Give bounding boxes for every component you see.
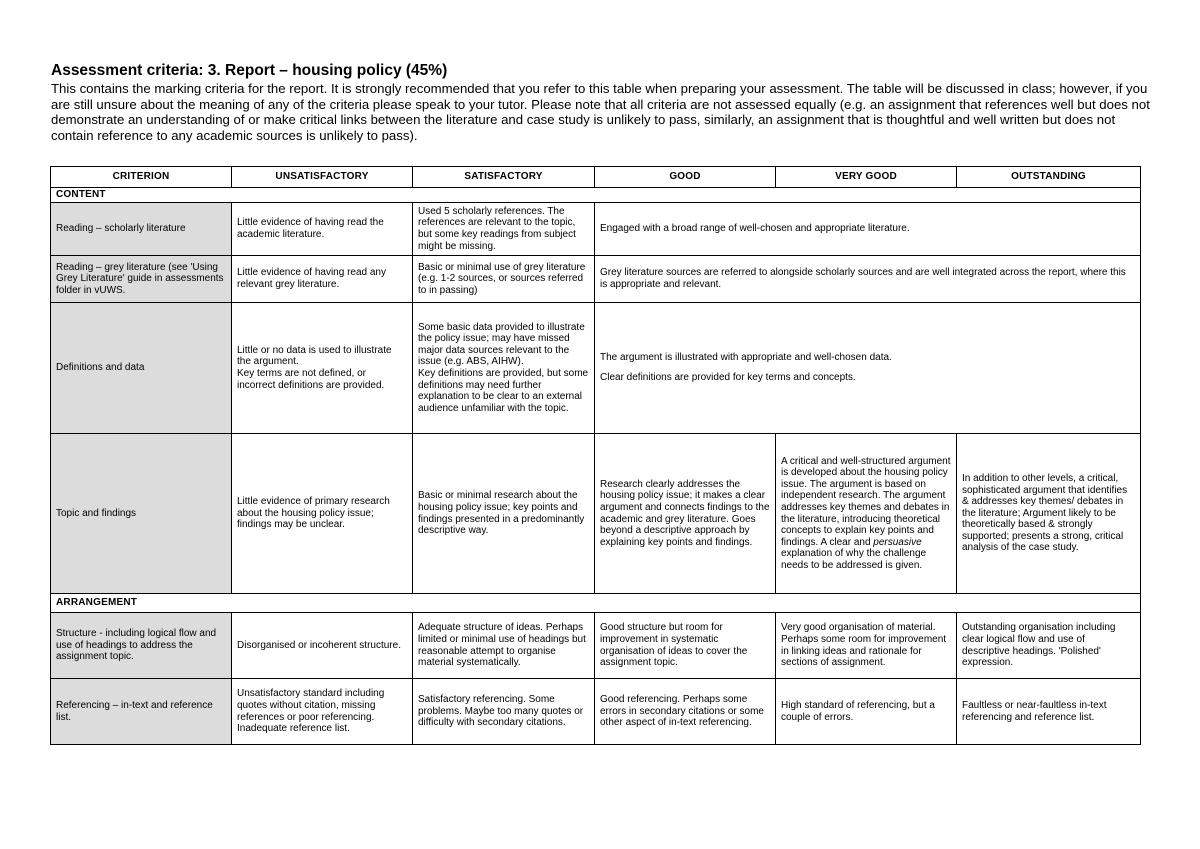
table-row — [51, 303, 1141, 434]
document-header — [51, 62, 1151, 143]
marking-criteria-table — [50, 166, 1141, 745]
header-good: GOOD — [595, 167, 776, 188]
header-unsatisfactory: UNSATISFACTORY — [232, 167, 413, 188]
very-good-text-b: explanation of why the challenge needs to be addressed is given. — [781, 548, 927, 571]
header-satisfactory: SATISFACTORY — [413, 167, 595, 188]
section-row-arrangement — [51, 594, 1141, 613]
header-very-good: VERY GOOD — [776, 167, 957, 188]
good-cell: Good structure but room for improvement in systematic organisation of ideas to cover the assignment topic. — [595, 613, 776, 679]
table-row — [51, 256, 1141, 303]
good-cell: Good referencing. Perhaps some errors in secondary citations or some other aspect of in-text referencing. — [595, 679, 776, 745]
document-intro: This contains the marking criteria for the report. It is strongly recommended that you refer to this table when preparing your assessment. The table will be discussed in class; however, if you are still unsure about the meaning of any of the criteria please speak to your tutor. Please note that all criteria are not assessed equally (e.g. an assignment that references well but does not demonstrate an understanding of or make critical links between the literature and case study is unlikely to pass, similarly, an assignment that is thoughtful and well written but does not contain reference to any academic sources is unlikely to pass). — [51, 81, 1150, 143]
criterion-cell: Reading – scholarly literature — [51, 203, 232, 256]
satisfactory-cell — [413, 303, 595, 434]
table-row — [51, 613, 1141, 679]
good-to-outstanding-cell: Engaged with a broad range of well-chosen and appropriate literature. — [595, 203, 1141, 256]
satisfactory-cell: Basic or minimal research about the housing policy issue; key points and findings presented in a predominantly descriptive way. — [413, 434, 595, 594]
satisfactory-cell: Basic or minimal use of grey literature (e.g. 1-2 sources, or sources referred to in passing) — [413, 256, 595, 303]
unsatisfactory-cell — [232, 303, 413, 434]
good-cell: Research clearly addresses the housing policy issue; it makes a clear argument and connects findings to the academic and grey literature. Goes beyond a descriptive approach by explaining key points and findings. — [595, 434, 776, 594]
header-criterion: CRITERION — [51, 167, 232, 188]
unsatisfactory-text-data: Little or no data is used to illustrate the argument. — [237, 344, 392, 368]
table-row — [51, 679, 1141, 745]
section-content: CONTENT — [51, 188, 1141, 203]
satisfactory-text-data: Some basic data provided to illustrate the policy issue; may have missed major data sources relevant to the issue (e.g. ABS, AIHW). — [418, 321, 585, 368]
unsatisfactory-cell: Little evidence of having read the academic literature. — [232, 203, 413, 256]
section-row-content — [51, 188, 1141, 203]
good-text-data: The argument is illustrated with appropriate and well-chosen data. — [600, 352, 892, 364]
header-outstanding: OUTSTANDING — [957, 167, 1141, 188]
unsatisfactory-text-definitions: Key terms are not defined, or incorrect definitions are provided. — [237, 368, 385, 391]
satisfactory-cell: Used 5 scholarly references. The references are relevant to the topic, but some key readings from subject might be missing. — [413, 203, 595, 256]
satisfactory-cell: Adequate structure of ideas. Perhaps limited or minimal use of headings but reasonable attempt to organise material systematically. — [413, 613, 595, 679]
very-good-cell — [776, 434, 957, 594]
criterion-cell: Topic and findings — [51, 434, 232, 594]
table-header-row — [51, 167, 1141, 188]
criterion-cell: Structure - including logical flow and use of headings to address the assignment topic. — [51, 613, 232, 679]
very-good-text-a: A critical and well-structured argument is developed about the housing policy issue. The argument is based on independent research. The argument addresses key themes and debates in the literature, introducing theoretical concepts to explain key points and findings. A clear and — [781, 455, 951, 548]
good-text-definitions: Clear definitions are provided for key terms and concepts. — [600, 372, 856, 383]
criterion-cell: Reading – grey literature (see 'Using Grey Literature' guide in assessments folder in vUWS. — [51, 256, 232, 303]
criterion-cell: Definitions and data — [51, 303, 232, 434]
satisfactory-text-definitions: Key definitions are provided, but some definitions may need further explanation to be clear to an external audience unfamiliar with the topic. — [418, 368, 589, 414]
section-arrangement: ARRANGEMENT — [51, 594, 1141, 613]
table-row — [51, 434, 1141, 594]
unsatisfactory-cell: Little evidence of having read any relevant grey literature. — [232, 256, 413, 303]
unsatisfactory-cell: Unsatisfactory standard including quotes without citation, missing references or poor referencing. Inadequate reference list. — [232, 679, 413, 745]
good-to-outstanding-cell — [595, 303, 1141, 434]
very-good-emphasis: persuasive — [873, 536, 922, 548]
very-good-cell: Very good organisation of material. Perhaps some room for improvement in linking ideas and rationale for sections of assignment. — [776, 613, 957, 679]
very-good-cell: High standard of referencing, but a couple of errors. — [776, 679, 957, 745]
outstanding-cell: Outstanding organisation including clear logical flow and use of descriptive headings. 'Polished' expression. — [957, 613, 1141, 679]
unsatisfactory-cell: Little evidence of primary research about the housing policy issue; findings may be unclear. — [232, 434, 413, 594]
criterion-cell: Referencing – in-text and reference list. — [51, 679, 232, 745]
document-title: Assessment criteria: 3. Report – housing policy (45%) — [51, 62, 448, 79]
table-row — [51, 203, 1141, 256]
outstanding-cell: In addition to other levels, a critical, sophisticated argument that identifies & addresses key themes/ debates in the literature; Argument likely to be theoretically based & strongly supported; presents a strong, critical analysis of the case study. — [957, 434, 1141, 594]
outstanding-cell: Faultless or near-faultless in-text referencing and reference list. — [957, 679, 1141, 745]
unsatisfactory-cell: Disorganised or incoherent structure. — [232, 613, 413, 679]
satisfactory-cell: Satisfactory referencing. Some problems. Maybe too many quotes or difficulty with secondary citations. — [413, 679, 595, 745]
good-to-outstanding-cell: Grey literature sources are referred to alongside scholarly sources and are well integrated across the report, where this is appropriate and relevant. — [595, 256, 1141, 303]
